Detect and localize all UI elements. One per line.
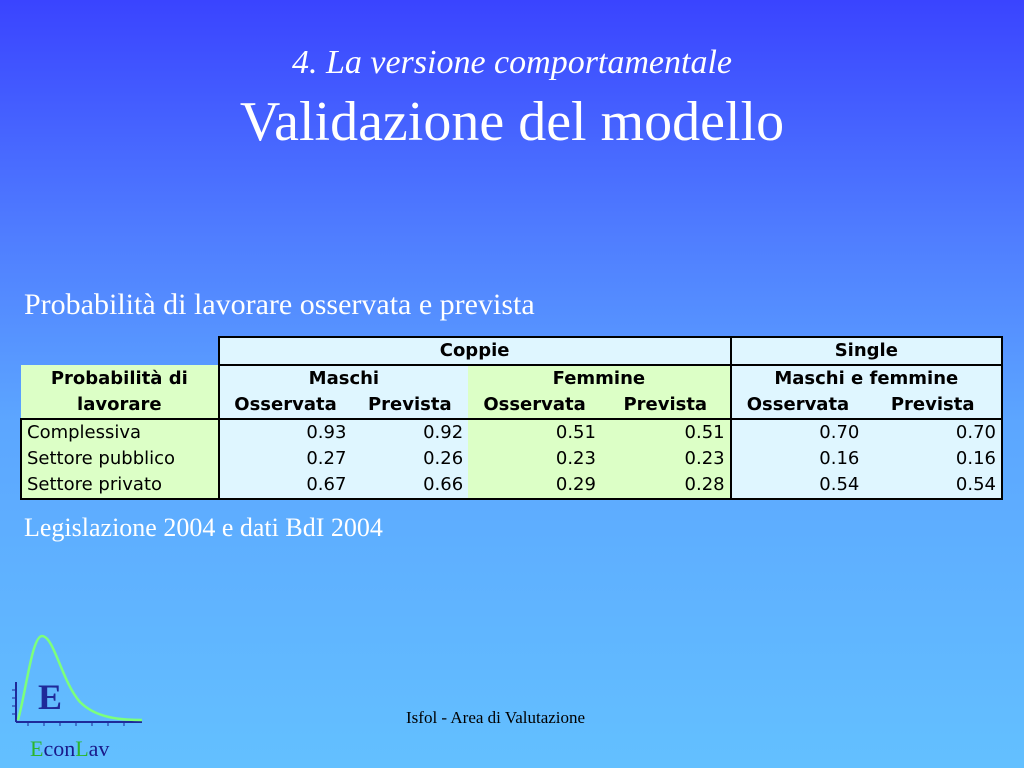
group-header-single: Single: [731, 337, 1002, 365]
table-row: [21, 419, 1002, 446]
table-cell: 0.67: [219, 472, 352, 499]
corner-header: Probabilità di lavorare: [21, 365, 219, 419]
logo-text-part: E: [30, 736, 44, 761]
table-cell: 0.28: [601, 472, 731, 499]
column-header: Prevista: [864, 392, 1002, 419]
econlav-logo-graphic: [10, 632, 144, 726]
table-cell: 0.51: [601, 419, 731, 446]
row-label: Settore privato: [21, 472, 219, 499]
slide-footer: Isfol - Area di Valutazione: [406, 708, 586, 727]
table-cell: 0.70: [731, 419, 865, 446]
column-header: Osservata: [219, 392, 352, 419]
slide-subtitle: 4. La versione comportamentale: [291, 44, 733, 81]
source-note: Legislazione 2004 e dati BdI 2004: [24, 513, 383, 542]
table-cell: 0.70: [864, 419, 1002, 446]
probability-table: [20, 336, 1003, 500]
table-cell: 0.27: [219, 446, 352, 472]
table-cell: 0.93: [219, 419, 352, 446]
subgroup-header-maschi-e-femmine: Maschi e femmine: [731, 365, 1002, 392]
table-header-row-groups: [21, 337, 1002, 365]
table-cell: 0.16: [864, 446, 1002, 472]
table-cell: 0.23: [601, 446, 731, 472]
table-cell: 0.92: [351, 419, 468, 446]
table-cell: 0.51: [468, 419, 601, 446]
subgroup-header-maschi: Maschi: [219, 365, 469, 392]
column-header: Prevista: [351, 392, 468, 419]
table-cell: 0.16: [731, 446, 865, 472]
row-label: Settore pubblico: [21, 446, 219, 472]
table-cell: 0.23: [468, 446, 601, 472]
logo-text-part: av: [88, 736, 110, 761]
table-header-row-subgroups: [21, 365, 1002, 392]
table-cell: 0.54: [864, 472, 1002, 499]
group-header-coppie: Coppie: [219, 337, 731, 365]
logo-text-part: con: [43, 736, 76, 761]
table-cell: 0.26: [351, 446, 468, 472]
table-cell: 0.66: [351, 472, 468, 499]
econlav-logo-text: [30, 736, 109, 762]
row-label: Complessiva: [21, 419, 219, 446]
table-row: [21, 446, 1002, 472]
table-cell: 0.29: [468, 472, 601, 499]
column-header: Osservata: [468, 392, 601, 419]
column-header: Prevista: [601, 392, 731, 419]
table-caption: Probabilità di lavorare osservata e prevista: [24, 288, 535, 321]
slide-title: Validazione del modello: [239, 91, 785, 153]
logo-text-part: L: [75, 736, 89, 761]
table-cell: 0.54: [731, 472, 865, 499]
table-row: [21, 472, 1002, 499]
subgroup-header-femmine: Femmine: [468, 365, 730, 392]
logo-letter: E: [38, 677, 63, 717]
column-header: Osservata: [731, 392, 865, 419]
